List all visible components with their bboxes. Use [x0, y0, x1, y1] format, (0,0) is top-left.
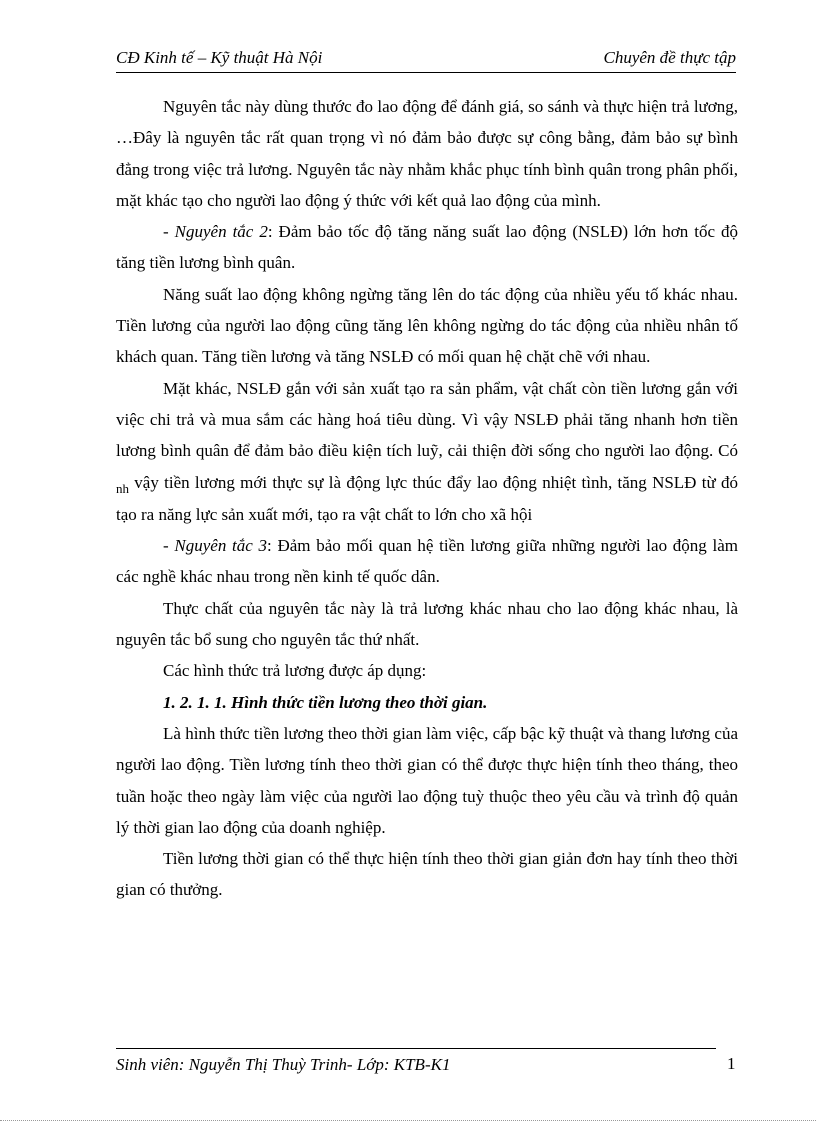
section-heading: 1. 2. 1. 1. Hình thức tiền lương theo thời gian.: [163, 692, 488, 712]
paragraph-text: Mặt khác, NSLĐ gắn với sản xuất tạo ra sản phẩm, vật chất còn tiền lương gắn với việc chi trả và mua sắm các hàng hoá tiêu dùng. Vì vậy NSLĐ phải tăng nhanh hơn tiền lương bình quân để đảm bảo điều kiện tích luỹ, cải thiện đời sống cho người lao động. Có: [116, 378, 738, 461]
footer-divider: [116, 1048, 716, 1049]
paragraph: [116, 373, 738, 530]
paragraph-text: vậy tiền lương mới thực sự là động lực thúc đẩy lao động nhiệt tình, tăng NSLĐ từ đó tạo ra năng lực sản xuất mới, tạo ra vật chất to lớn cho xã hội: [116, 472, 738, 524]
header-title: Chuyên đề thực tập: [603, 48, 736, 67]
header-school: CĐ Kinh tế – Kỹ thuật Hà Nội: [116, 48, 323, 67]
paragraph: Năng suất lao động không ngừng tăng lên do tác động của nhiều yếu tố khác nhau. Tiền lương của người lao động cũng tăng lên không ngừng do tác động của nhiều nhân tố khách quan. Tăng tiền lương và tăng NSLĐ có mối quan hệ chặt chẽ với nhau.: [116, 284, 738, 367]
principle-label: Nguyên tắc 2: [174, 222, 268, 242]
principle-text: : Đảm bảo mối quan hệ tiền lương giữa những người lao động làm các nghề khác nhau trong nền kinh tế quốc dân.: [116, 536, 739, 587]
bullet-dash: -: [163, 222, 175, 242]
footer-student: Sinh viên: Nguyễn Thị Thuỳ Trinh- Lớp: KTB-K1: [116, 1055, 451, 1074]
paragraph: Thực chất của nguyên tắc này là trả lương khác nhau cho lao động khác nhau, là nguyên tắc bổ sung cho nguyên tắc thứ nhất.: [116, 598, 738, 650]
page-number: 1: [727, 1054, 736, 1073]
principle-label: Nguyên tắc 3: [174, 536, 268, 556]
paragraph: Nguyên tắc này dùng thước đo lao động để đánh giá, so sánh và thực hiện trả lương, …Đây là nguyên tắc rất quan trọng vì nó đảm bảo được sự công bằng, đảm bảo sự bình đẳng trong việc trả lương. Nguyên tắc này nhằm khắc phục tính bình quân trong phân phối, mặt khác tạo cho người lao động ý thức với kết quả lao động của mình.: [116, 97, 738, 210]
paragraph-principle-2: [116, 216, 738, 279]
page-header: [116, 46, 736, 73]
principle-text: : Đảm bảo tốc độ tăng năng suất lao động (NSLĐ) lớn hơn tốc độ tăng tiền lương bình quân.: [116, 222, 738, 273]
paragraph: Tiền lương thời gian có thể thực hiện tính theo thời gian giản đơn hay tính theo thời gian có thưởng.: [116, 849, 738, 900]
subscript-fragment: nh: [116, 480, 129, 496]
paragraph-principle-3: [116, 530, 738, 593]
paragraph: Là hình thức tiền lương theo thời gian làm việc, cấp bậc kỹ thuật và thang lương của người lao động. Tiền lương tính theo thời gian có thể được thực hiện tính theo tháng, theo tuần hoặc theo ngày làm việc của người lao động tuỳ thuộc theo yêu cầu và trình độ quản lý thời gian lao động của doanh nghiệp.: [116, 723, 738, 837]
paragraph: Các hình thức trả lương được áp dụng:: [163, 661, 427, 681]
bullet-dash: -: [163, 536, 175, 556]
page-break-line: [0, 1120, 816, 1121]
document-body: [116, 91, 738, 906]
